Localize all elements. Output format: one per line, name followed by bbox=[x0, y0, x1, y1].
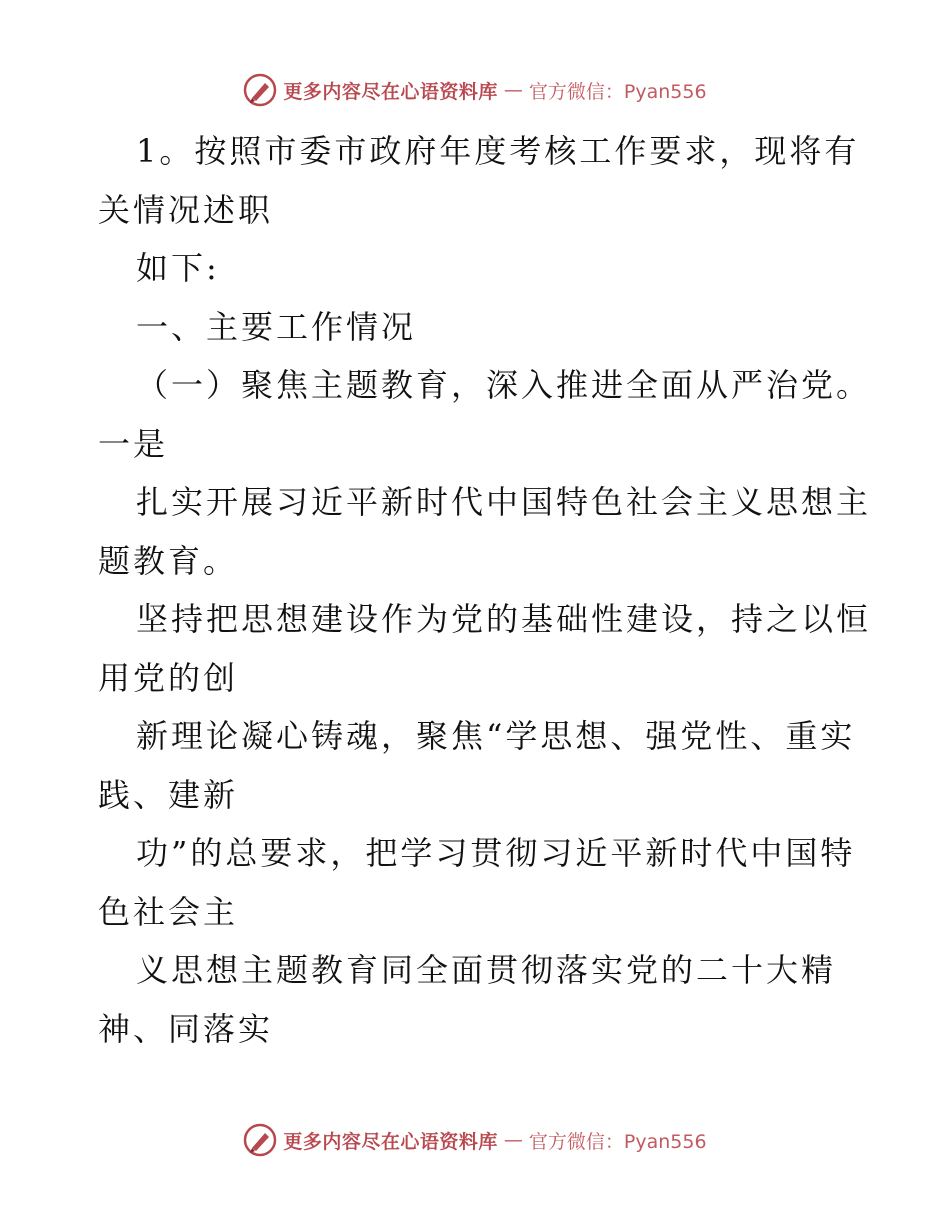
text-line: 坚持把思想建设作为党的基础性建设，持之以恒 bbox=[136, 600, 872, 638]
text-line: 题教育。 bbox=[98, 541, 239, 580]
footer-watermark bbox=[0, 1120, 950, 1160]
text-line: 扎实开展习近平新时代中国特色社会主义思想主 bbox=[136, 483, 872, 521]
pen-logo-icon bbox=[243, 1123, 277, 1157]
subsection-heading: （一）聚焦主题教育，深入推进全面从严治党。 bbox=[136, 366, 872, 404]
text-line: 义思想主题教育同全面贯彻落实党的二十大精 bbox=[136, 951, 837, 989]
watermark-brand: 更多内容尽在心语资料库 bbox=[283, 1130, 498, 1153]
text-line: 践、建新 bbox=[98, 775, 239, 814]
text-line: 1。按照市委市政府年度考核工作要求，现将有 bbox=[136, 132, 860, 170]
header-watermark bbox=[0, 70, 950, 110]
pen-logo-icon bbox=[243, 73, 277, 107]
document-body bbox=[98, 122, 872, 1058]
text-line: 神、同落实 bbox=[98, 1009, 274, 1048]
watermark-contact: 官方微信：Pyan556 bbox=[528, 1130, 707, 1153]
text-line: 新理论凝心铸魂，聚焦“学思想、强党性、重实 bbox=[136, 717, 856, 755]
text-line: 一是 bbox=[98, 424, 169, 463]
watermark-separator: — bbox=[503, 79, 523, 101]
text-line: 用党的创 bbox=[98, 658, 239, 697]
watermark-brand: 更多内容尽在心语资料库 bbox=[283, 80, 498, 103]
watermark-separator: — bbox=[503, 1129, 523, 1151]
text-line: 关情况述职 bbox=[98, 190, 274, 229]
watermark-contact: 官方微信：Pyan556 bbox=[528, 80, 707, 103]
text-line: 色社会主 bbox=[98, 892, 239, 931]
text-line: 如下: bbox=[136, 249, 220, 287]
section-heading: 一、主要工作情况 bbox=[136, 307, 417, 346]
text-line: 功”的总要求，把学习贯彻习近平新时代中国特 bbox=[136, 834, 856, 872]
